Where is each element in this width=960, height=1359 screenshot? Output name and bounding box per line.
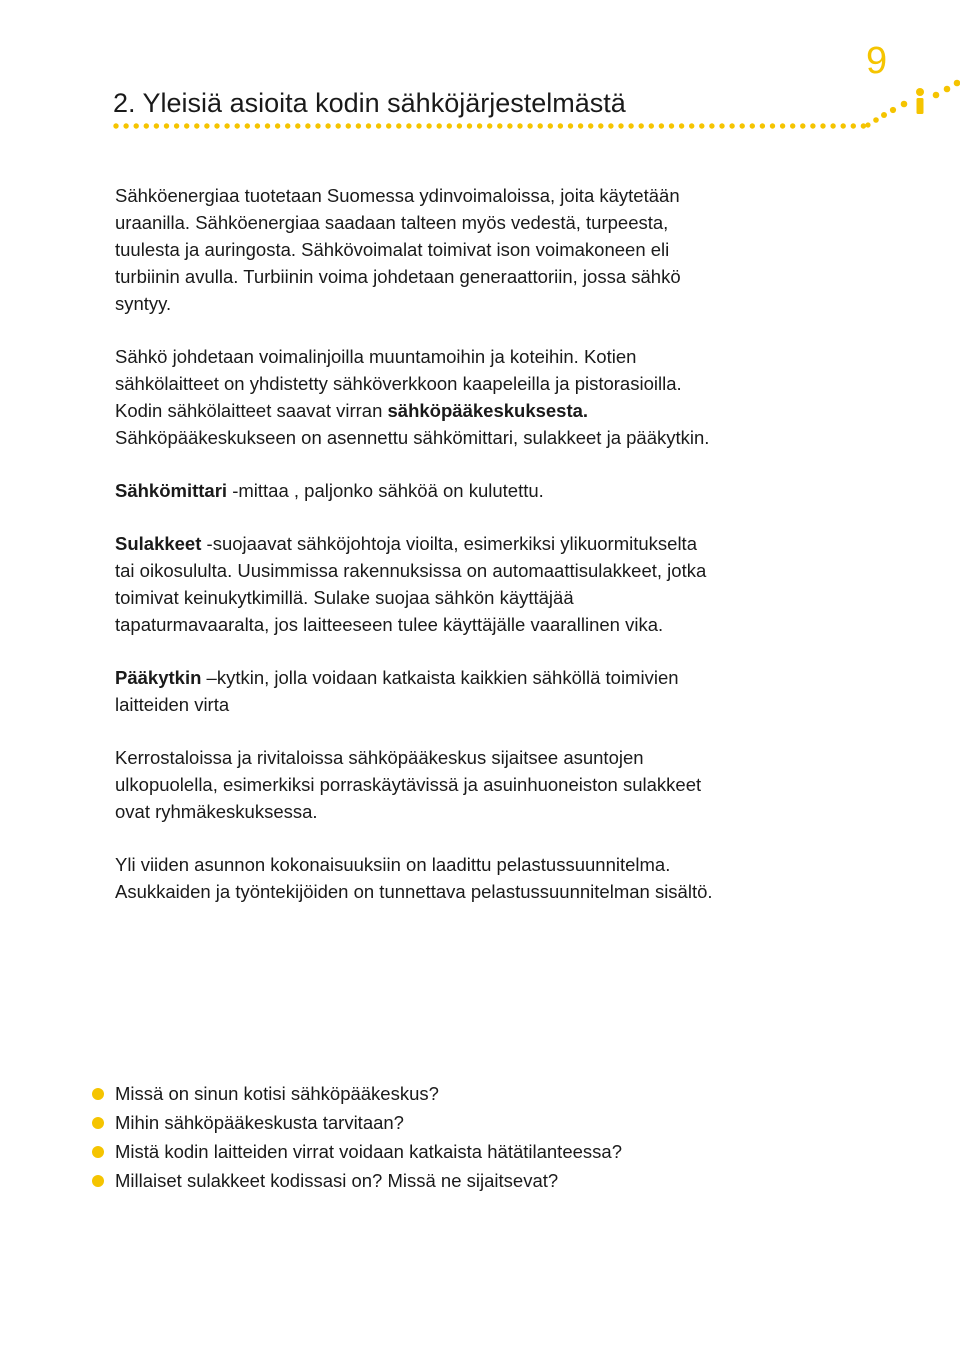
list-item: Millaiset sulakkeet kodissasi on? Missä ne sijaitsevat? bbox=[92, 1166, 622, 1195]
page-number: 9 bbox=[866, 40, 888, 82]
paragraph-rescue-plan: Yli viiden asunnon kokonaisuuksiin on laadittu pelastussuunnitelma. Asukkaiden ja työntekijöiden on tunnettava pelastussuunnitelman sisältö. bbox=[115, 854, 713, 902]
paragraph-apartment-panels: Kerrostaloissa ja rivitaloissa sähköpääkeskus sijaitsee asuntojen ulkopuolella, esimerkiksi porraskäytävissä ja asuinhuoneiston sulakkeet ovat ryhmäkeskuksessa. bbox=[115, 747, 702, 822]
chapter-title: 2. Yleisiä asioita kodin sähköjärjestelmästä bbox=[113, 88, 626, 118]
paragraph-distribution: Sähkö johdetaan voimalinjoilla muuntamoihin ja koteihin. Kotien sähkölaitteet on yhdistetty sähköverkkoon kaapeleilla ja pistorasioilla. Kodin sähkölaitteet saavat virran sähköpääkeskuksesta. Sähköpääkeskukseen on asennettu sähkömittari, sulakkeet ja pääkytkin. bbox=[115, 346, 710, 448]
list-item: Mihin sähköpääkeskusta tarvitaan? bbox=[92, 1108, 622, 1137]
list-item: Mistä kodin laitteiden virrat voidaan katkaista hätätilanteessa? bbox=[92, 1137, 622, 1166]
paragraph-main-switch: Pääkytkin –kytkin, jolla voidaan katkaista kaikkien sähköllä toimivien laitteiden virta bbox=[115, 667, 679, 715]
body-text bbox=[115, 182, 715, 905]
paragraph-fuses: Sulakkeet -suojaavat sähköjohtoja vioilta, esimerkiksi ylikuormitukselta tai oikosululta. Uusimmissa rakennuksissa on automaattisulakkeet, jotka toimivat keinukytkimillä. Sulake suojaa sähkön käyttäjää tapaturmavaaralta, jos laitteeseen tulee käyttäjälle vaarallinen vika. bbox=[115, 533, 707, 635]
list-item: Missä on sinun kotisi sähköpääkeskus? bbox=[92, 1079, 622, 1108]
paragraph-energy-production: Sähköenergiaa tuotetaan Suomessa ydinvoimaloissa, joita käytetään uraanilla. Sähköenergiaa saadaan talteen myös vedestä, turpeesta, tuulesta ja auringosta. Sähkövoimalat toimivat ison voimakoneen eli turbiinin avulla. Turbiinin voima johdetaan generaattoriin, jossa sähkö syntyy. bbox=[115, 185, 681, 314]
paragraph-meter: Sähkömittari -mittaa , paljonko sähköä on kulutettu. bbox=[115, 480, 544, 501]
term-meter: Sähkömittari bbox=[115, 480, 228, 501]
bullet-dot-icon bbox=[92, 1088, 104, 1100]
question-list bbox=[92, 1079, 622, 1195]
term-fuses: Sulakkeet bbox=[115, 533, 202, 554]
dotted-divider bbox=[113, 118, 960, 134]
term-main-switch: Pääkytkin bbox=[115, 667, 202, 688]
bullet-dot-icon bbox=[92, 1117, 104, 1129]
bullet-dot-icon bbox=[92, 1175, 104, 1187]
bullet-dot-icon bbox=[92, 1146, 104, 1158]
term-main-panel: sähköpääkeskuksesta. bbox=[387, 400, 589, 421]
